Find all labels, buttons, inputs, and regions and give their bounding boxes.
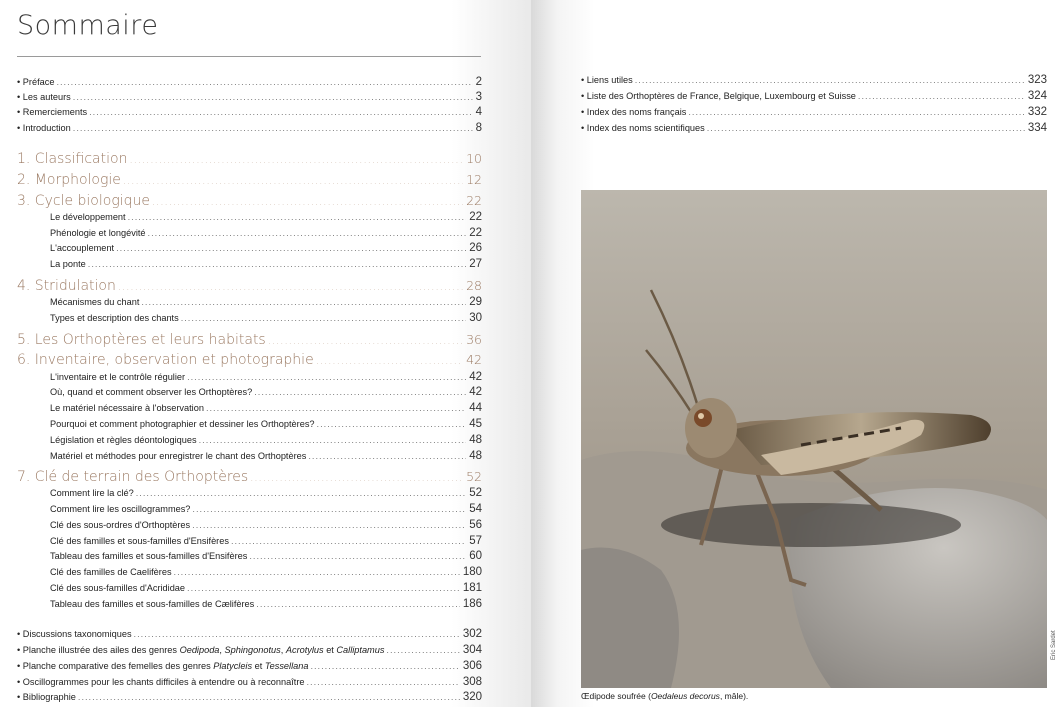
toc-entry-title: Phénologie et longévité xyxy=(50,228,146,238)
toc-leader-dots xyxy=(707,123,1025,133)
toc-entry-title: 5. Les Orthoptères et leurs habitats xyxy=(17,332,266,348)
toc-entry xyxy=(50,566,482,578)
toc-leader-dots xyxy=(249,551,466,561)
toc-entry-page: 54 xyxy=(469,503,482,515)
toc-entry-page: 36 xyxy=(466,332,482,347)
toc-entry-title: Où, quand et comment observer les Orthoptères? xyxy=(50,387,253,397)
toc-entry xyxy=(50,519,482,531)
toc-entry-page: 22 xyxy=(469,227,482,239)
toc-entry xyxy=(17,644,482,656)
toc-entry xyxy=(50,402,482,414)
toc-entry-page: 30 xyxy=(469,312,482,324)
toc-entry-page: 320 xyxy=(462,691,482,703)
toc-entry-title: • Planche illustrée des ailes des genres Oedipoda, Sphingonotus, Acrotylus et Calliptamus xyxy=(17,645,385,655)
toc-entry xyxy=(17,332,482,348)
toc-leader-dots xyxy=(231,536,466,546)
toc-entry-page: 27 xyxy=(469,258,482,270)
toc-leader-dots xyxy=(141,297,466,307)
toc-entry-page: 52 xyxy=(466,469,482,484)
toc-leader-dots xyxy=(152,197,463,208)
toc-entry-title: Comment lire la clé? xyxy=(50,488,134,498)
page-title: Sommaire xyxy=(17,10,159,41)
toc-entry-title: 4. Stridulation xyxy=(17,278,116,294)
toc-leader-dots xyxy=(187,583,460,593)
toc-leader-dots xyxy=(118,282,463,293)
toc-leader-dots xyxy=(858,91,1025,101)
toc-leader-dots xyxy=(174,567,460,577)
toc-entry-title: 6. Inventaire, observation et photographie xyxy=(17,352,314,368)
toc-entry xyxy=(50,371,482,383)
toc-entry xyxy=(50,386,482,398)
toc-entry xyxy=(50,312,482,324)
toc-leader-dots xyxy=(128,212,467,222)
toc-leader-dots xyxy=(187,372,466,382)
toc-entry-title: L'accouplement xyxy=(50,243,115,253)
toc-entry xyxy=(581,122,1047,134)
toc-entry-page: 2 xyxy=(475,76,482,88)
toc-leader-dots xyxy=(73,123,473,133)
photo-caption xyxy=(581,691,748,701)
toc-entry xyxy=(581,74,1047,86)
toc-entry-title: 3. Cycle biologique xyxy=(17,193,150,209)
toc-entry xyxy=(50,550,482,562)
toc-entry xyxy=(50,535,482,547)
toc-entry-title: • Introduction xyxy=(17,123,71,133)
toc-entry-title: Tableau des familles et sous-familles de Cælifères xyxy=(50,599,255,609)
toc-leader-dots xyxy=(310,661,459,671)
toc-leader-dots xyxy=(148,228,467,238)
toc-entry xyxy=(50,418,482,430)
toc-entry-title: • Index des noms scientifiques xyxy=(581,123,705,133)
toc-entry-title: • Les auteurs xyxy=(17,92,71,102)
toc-entry xyxy=(17,628,482,640)
toc-entry-page: 334 xyxy=(1027,122,1047,134)
toc-entry-page: 308 xyxy=(462,676,482,688)
toc-entry xyxy=(17,691,482,703)
toc-entry xyxy=(50,487,482,499)
toc-entry-title: Pourquoi et comment photographier et dessiner les Orthoptères? xyxy=(50,419,315,429)
toc-entry-page: 10 xyxy=(466,151,482,166)
toc-entry-title: Comment lire les oscillogrammes? xyxy=(50,504,191,514)
toc-entry xyxy=(17,151,482,167)
toc-leader-dots xyxy=(56,77,472,87)
toc-entry-title: • Index des noms français xyxy=(581,107,687,117)
toc-entry xyxy=(17,676,482,688)
toc-entry-page: 29 xyxy=(469,296,482,308)
toc-entry-page: 48 xyxy=(469,450,482,462)
toc-entry-title: • Liens utiles xyxy=(581,75,633,85)
toc-entry-page: 52 xyxy=(469,487,482,499)
toc-leader-dots xyxy=(78,692,460,702)
toc-entry-title: Législation et règles déontologiques xyxy=(50,435,197,445)
photo-credit: Eric Sardet xyxy=(1051,630,1057,660)
grasshopper-photo xyxy=(581,190,1047,688)
toc-leader-dots xyxy=(89,107,472,117)
toc-leader-dots xyxy=(250,473,463,484)
toc-leader-dots xyxy=(129,155,463,166)
toc-entry-title: • Bibliographie xyxy=(17,692,76,702)
toc-entry-page: 42 xyxy=(469,386,482,398)
toc-entry-page: 180 xyxy=(462,566,482,578)
toc-leader-dots xyxy=(316,356,463,367)
toc-entry-title: Matériel et méthodes pour enregistrer le chant des Orthoptères xyxy=(50,451,307,461)
toc-leader-dots xyxy=(123,176,463,187)
toc-entry-title: Tableau des familles et sous-familles d'Ensifères xyxy=(50,551,248,561)
toc-leader-dots xyxy=(635,75,1025,85)
toc-entry-page: 304 xyxy=(462,644,482,656)
toc-entry xyxy=(17,91,482,103)
toc-entry-title: Le matériel nécessaire à l'observation xyxy=(50,403,204,413)
toc-entry-title: Clé des familles et sous-familles d'Ensifères xyxy=(50,536,229,546)
toc-leader-dots xyxy=(134,629,460,639)
toc-entry-page: 4 xyxy=(475,106,482,118)
toc-entry-page: 302 xyxy=(462,628,482,640)
toc-entry-page: 48 xyxy=(469,434,482,446)
toc-entry xyxy=(50,598,482,610)
toc-leader-dots xyxy=(192,520,466,530)
toc-entry-title: • Discussions taxonomiques xyxy=(17,629,132,639)
toc-leader-dots xyxy=(73,92,473,102)
toc-entry-page: 323 xyxy=(1027,74,1047,86)
toc-leader-dots xyxy=(688,107,1024,117)
toc-entry-title: Le développement xyxy=(50,212,126,222)
toc-entry-page: 45 xyxy=(469,418,482,430)
toc-leader-dots xyxy=(199,435,467,445)
toc-entry-title: La ponte xyxy=(50,259,86,269)
toc-entry-title: • Oscillogrammes pour les chants difficiles à entendre ou à reconnaître xyxy=(17,677,305,687)
toc-entry xyxy=(17,106,482,118)
toc-entry-page: 324 xyxy=(1027,90,1047,102)
toc-leader-dots xyxy=(136,488,466,498)
toc-entry-page: 332 xyxy=(1027,106,1047,118)
toc-entry-title: • Planche comparative des femelles des genres Platycleis et Tessellana xyxy=(17,661,309,671)
toc-entry-page: 42 xyxy=(469,371,482,383)
toc-entry-page: 22 xyxy=(469,211,482,223)
toc-entry xyxy=(17,76,482,88)
toc-entry xyxy=(50,211,482,223)
toc-leader-dots xyxy=(307,677,460,687)
toc-entry xyxy=(17,469,482,485)
toc-entry-title: Clé des familles de Caelifères xyxy=(50,567,172,577)
toc-leader-dots xyxy=(386,645,459,655)
toc-entry-title: • Remerciements xyxy=(17,107,88,117)
toc-entry xyxy=(581,90,1047,102)
toc-entry xyxy=(50,450,482,462)
toc-leader-dots xyxy=(192,504,466,514)
toc-entry xyxy=(17,352,482,368)
toc-leader-dots xyxy=(308,451,466,461)
toc-entry-title: 1. Classification xyxy=(17,151,128,167)
toc-entry-page: 12 xyxy=(466,172,482,187)
right-page xyxy=(531,0,1062,707)
toc-leader-dots xyxy=(254,387,466,397)
toc-entry-page: 26 xyxy=(469,242,482,254)
toc-entry-title: Mécanismes du chant xyxy=(50,297,140,307)
toc-leader-dots xyxy=(181,313,467,323)
toc-entry-title: Types et description des chants xyxy=(50,313,179,323)
toc-entry-page: 22 xyxy=(466,193,482,208)
toc-leader-dots xyxy=(116,243,466,253)
toc-entry xyxy=(50,296,482,308)
toc-entry-title: L'inventaire et le contrôle régulier xyxy=(50,372,186,382)
toc-entry xyxy=(50,258,482,270)
toc-entry xyxy=(17,278,482,294)
toc-entry xyxy=(50,242,482,254)
toc-entry-page: 60 xyxy=(469,550,482,562)
toc-entry-page: 186 xyxy=(462,598,482,610)
toc-entry-page: 57 xyxy=(469,535,482,547)
toc-entry-title: 2. Morphologie xyxy=(17,172,121,188)
toc-leader-dots xyxy=(206,403,466,413)
toc-entry-title: • Préface xyxy=(17,77,55,87)
toc-entry xyxy=(581,106,1047,118)
toc-entry xyxy=(50,227,482,239)
toc-leader-dots xyxy=(256,599,460,609)
toc-entry xyxy=(17,660,482,672)
toc-leader-dots xyxy=(317,419,467,429)
toc-entry-page: 181 xyxy=(462,582,482,594)
toc-entry-page: 44 xyxy=(469,402,482,414)
toc-entry xyxy=(50,582,482,594)
toc-entry xyxy=(50,503,482,515)
toc-entry-title: 7. Clé de terrain des Orthoptères xyxy=(17,469,249,485)
toc-entry-page: 56 xyxy=(469,519,482,531)
toc-entry xyxy=(17,193,482,209)
toc-leader-dots xyxy=(268,336,463,347)
toc-entry xyxy=(17,172,482,188)
toc-entry-title: • Liste des Orthoptères de France, Belgique, Luxembourg et Suisse xyxy=(581,91,856,101)
caption-text: Œdipode soufrée (Oedaleus decorus, mâle). xyxy=(581,691,749,701)
toc-entry xyxy=(50,434,482,446)
toc-entry-page: 306 xyxy=(462,660,482,672)
toc-entry-page: 8 xyxy=(475,122,482,134)
toc-entry-title: Clé des sous-ordres d'Orthoptères xyxy=(50,520,191,530)
toc-entry-title: Clé des sous-familles d'Acrididae xyxy=(50,583,186,593)
toc-entry-page: 3 xyxy=(475,91,482,103)
toc-entry-page: 28 xyxy=(466,278,482,293)
toc-entry xyxy=(17,122,482,134)
toc-entry-page: 42 xyxy=(466,352,482,367)
toc-leader-dots xyxy=(88,259,466,269)
